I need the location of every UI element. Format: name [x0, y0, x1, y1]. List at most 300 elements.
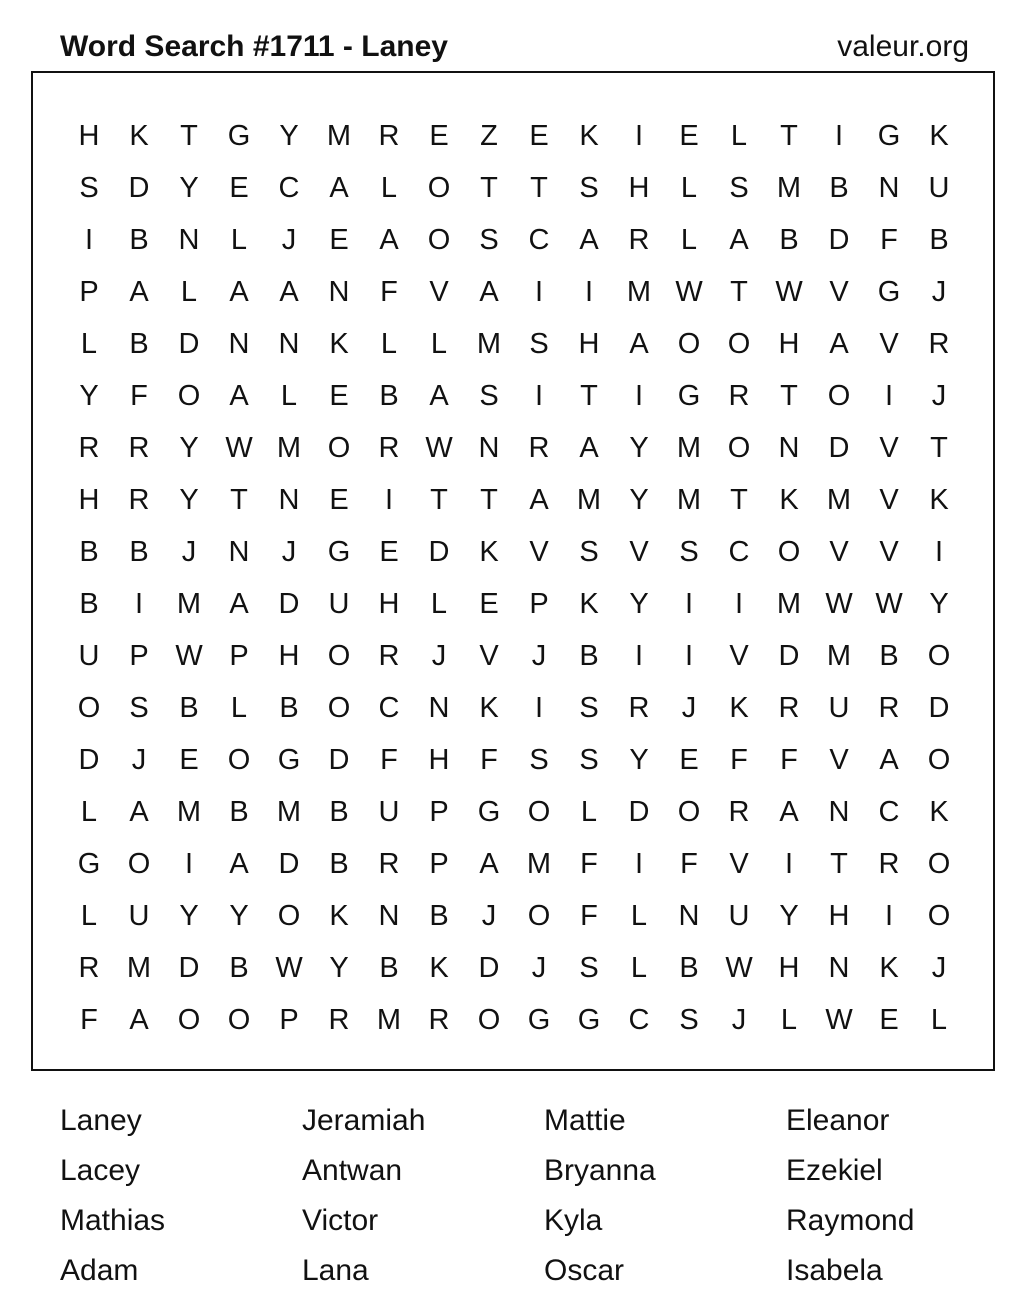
grid-cell[interactable]: P — [429, 847, 449, 880]
grid-cell[interactable]: B — [879, 639, 899, 672]
grid-cell[interactable]: U — [328, 587, 350, 620]
grid-cell[interactable]: E — [429, 119, 449, 152]
grid-cell[interactable]: A — [329, 171, 349, 204]
grid-cell[interactable]: R — [378, 431, 400, 464]
grid-cell[interactable]: A — [129, 795, 149, 828]
grid-cell[interactable]: K — [929, 119, 949, 152]
grid-cell[interactable]: N — [828, 951, 850, 984]
grid-cell[interactable]: Y — [929, 587, 949, 620]
grid-cell[interactable]: W — [825, 1003, 853, 1036]
grid-cell[interactable]: Y — [279, 119, 299, 152]
grid-cell[interactable]: M — [576, 483, 602, 516]
grid-cell[interactable]: L — [780, 1003, 798, 1036]
grid-cell[interactable]: O — [727, 431, 751, 464]
grid-cell[interactable]: P — [79, 275, 99, 308]
grid-cell[interactable]: R — [128, 483, 150, 516]
grid-cell[interactable]: C — [378, 691, 400, 724]
grid-cell[interactable]: I — [684, 587, 694, 620]
grid-cell[interactable]: R — [328, 1003, 350, 1036]
grid-cell[interactable]: L — [630, 951, 648, 984]
grid-cell[interactable]: B — [379, 951, 399, 984]
grid-cell[interactable]: N — [228, 327, 250, 360]
grid-cell[interactable]: R — [878, 847, 900, 880]
grid-cell[interactable]: M — [126, 951, 152, 984]
grid-cell[interactable]: O — [527, 795, 551, 828]
grid-cell[interactable]: A — [479, 275, 499, 308]
grid-cell[interactable]: C — [728, 535, 750, 568]
grid-cell[interactable]: R — [128, 431, 150, 464]
grid-cell[interactable]: N — [828, 795, 850, 828]
grid-cell[interactable]: I — [534, 379, 544, 412]
grid-cell[interactable]: M — [826, 639, 852, 672]
grid-cell[interactable]: M — [676, 431, 702, 464]
grid-cell[interactable]: O — [327, 431, 351, 464]
grid-cell[interactable]: T — [480, 483, 498, 516]
grid-cell[interactable]: B — [829, 171, 849, 204]
grid-cell[interactable]: D — [278, 847, 300, 880]
grid-cell[interactable]: J — [481, 899, 497, 932]
grid-cell[interactable]: W — [825, 587, 853, 620]
grid-cell[interactable]: I — [634, 119, 644, 152]
grid-cell[interactable]: Y — [329, 951, 349, 984]
grid-cell[interactable]: U — [128, 899, 150, 932]
grid-cell[interactable]: A — [629, 327, 649, 360]
grid-cell[interactable]: K — [779, 483, 799, 516]
grid-cell[interactable]: C — [878, 795, 900, 828]
grid-cell[interactable]: I — [684, 639, 694, 672]
grid-cell[interactable]: W — [675, 275, 703, 308]
grid-cell[interactable]: D — [78, 743, 100, 776]
grid-cell[interactable]: L — [730, 119, 748, 152]
grid-cell[interactable]: R — [878, 691, 900, 724]
grid-cell[interactable]: A — [229, 847, 249, 880]
grid-cell[interactable]: T — [930, 431, 948, 464]
grid-cell[interactable]: E — [679, 119, 699, 152]
grid-cell[interactable]: N — [278, 327, 300, 360]
grid-cell[interactable]: T — [430, 483, 448, 516]
grid-cell[interactable]: J — [681, 691, 697, 724]
grid-cell[interactable]: M — [526, 847, 552, 880]
grid-cell[interactable]: G — [227, 119, 251, 152]
grid-cell[interactable]: E — [329, 483, 349, 516]
grid-cell[interactable]: A — [529, 483, 549, 516]
grid-cell[interactable]: N — [778, 431, 800, 464]
grid-cell[interactable]: O — [677, 795, 701, 828]
grid-cell[interactable]: J — [431, 639, 447, 672]
grid-cell[interactable]: E — [529, 119, 549, 152]
grid-cell[interactable]: B — [929, 223, 949, 256]
grid-cell[interactable]: V — [829, 535, 849, 568]
grid-cell[interactable]: N — [228, 535, 250, 568]
grid-cell[interactable]: D — [178, 327, 200, 360]
grid-cell[interactable]: L — [280, 379, 298, 412]
grid-cell[interactable]: P — [529, 587, 549, 620]
grid-cell[interactable]: A — [129, 275, 149, 308]
grid-cell[interactable]: S — [79, 171, 99, 204]
grid-cell[interactable]: M — [476, 327, 502, 360]
grid-cell[interactable]: O — [527, 899, 551, 932]
grid-cell[interactable]: O — [727, 327, 751, 360]
grid-cell[interactable]: H — [778, 951, 800, 984]
grid-cell[interactable]: M — [776, 587, 802, 620]
grid-cell[interactable]: H — [778, 327, 800, 360]
grid-cell[interactable]: J — [531, 951, 547, 984]
grid-cell[interactable]: A — [129, 1003, 149, 1036]
grid-cell[interactable]: V — [879, 535, 899, 568]
grid-cell[interactable]: I — [934, 535, 944, 568]
grid-cell[interactable]: H — [378, 587, 400, 620]
grid-cell[interactable]: R — [728, 795, 750, 828]
grid-cell[interactable]: U — [78, 639, 100, 672]
grid-cell[interactable]: O — [927, 743, 951, 776]
grid-cell[interactable]: D — [278, 587, 300, 620]
grid-cell[interactable]: A — [729, 223, 749, 256]
grid-cell[interactable]: F — [80, 1003, 98, 1036]
grid-cell[interactable]: J — [281, 223, 297, 256]
grid-cell[interactable]: G — [677, 379, 701, 412]
grid-cell[interactable]: I — [734, 587, 744, 620]
grid-cell[interactable]: L — [430, 587, 448, 620]
grid-cell[interactable]: B — [679, 951, 699, 984]
grid-cell[interactable]: I — [384, 483, 394, 516]
grid-cell[interactable]: O — [927, 847, 951, 880]
grid-cell[interactable]: M — [626, 275, 652, 308]
grid-cell[interactable]: I — [584, 275, 594, 308]
grid-cell[interactable]: M — [376, 1003, 402, 1036]
grid-cell[interactable]: O — [427, 223, 451, 256]
grid-cell[interactable]: G — [477, 795, 501, 828]
grid-cell[interactable]: O — [927, 899, 951, 932]
grid-cell[interactable]: E — [879, 1003, 899, 1036]
grid-cell[interactable]: G — [327, 535, 351, 568]
grid-cell[interactable]: K — [479, 691, 499, 724]
grid-cell[interactable]: O — [427, 171, 451, 204]
grid-cell[interactable]: I — [534, 275, 544, 308]
grid-cell[interactable]: R — [78, 951, 100, 984]
grid-cell[interactable]: V — [829, 743, 849, 776]
grid-cell[interactable]: E — [479, 587, 499, 620]
grid-cell[interactable]: A — [229, 275, 249, 308]
grid-cell[interactable]: K — [329, 899, 349, 932]
grid-cell[interactable]: G — [877, 275, 901, 308]
grid-cell[interactable]: Y — [629, 743, 649, 776]
grid-cell[interactable]: L — [230, 691, 248, 724]
grid-cell[interactable]: I — [184, 847, 194, 880]
grid-cell[interactable]: Y — [779, 899, 799, 932]
grid-cell[interactable]: A — [779, 795, 799, 828]
grid-cell[interactable]: T — [580, 379, 598, 412]
grid-cell[interactable]: A — [579, 223, 599, 256]
grid-cell[interactable]: T — [830, 847, 848, 880]
grid-cell[interactable]: M — [826, 483, 852, 516]
grid-cell[interactable]: N — [278, 483, 300, 516]
grid-cell[interactable]: O — [227, 743, 251, 776]
grid-cell[interactable]: U — [828, 691, 850, 724]
grid-cell[interactable]: L — [180, 275, 198, 308]
grid-cell[interactable]: R — [78, 431, 100, 464]
grid-cell[interactable]: V — [529, 535, 549, 568]
grid-cell[interactable]: A — [829, 327, 849, 360]
grid-cell[interactable]: D — [778, 639, 800, 672]
grid-cell[interactable]: R — [378, 639, 400, 672]
grid-cell[interactable]: N — [378, 899, 400, 932]
grid-cell[interactable]: J — [931, 379, 947, 412]
grid-cell[interactable]: E — [679, 743, 699, 776]
grid-cell[interactable]: S — [579, 171, 599, 204]
grid-cell[interactable]: R — [628, 691, 650, 724]
grid-cell[interactable]: S — [529, 743, 549, 776]
grid-cell[interactable]: L — [680, 171, 698, 204]
grid-cell[interactable]: Y — [79, 379, 99, 412]
grid-cell[interactable]: V — [479, 639, 499, 672]
grid-cell[interactable]: D — [128, 171, 150, 204]
grid-cell[interactable]: K — [929, 795, 949, 828]
grid-cell[interactable]: E — [179, 743, 199, 776]
grid-cell[interactable]: R — [728, 379, 750, 412]
grid-cell[interactable]: N — [678, 899, 700, 932]
grid-cell[interactable]: S — [579, 535, 599, 568]
grid-cell[interactable]: E — [329, 223, 349, 256]
grid-cell[interactable]: S — [579, 951, 599, 984]
grid-cell[interactable]: B — [279, 691, 299, 724]
grid-cell[interactable]: B — [79, 535, 99, 568]
grid-cell[interactable]: R — [428, 1003, 450, 1036]
grid-cell[interactable]: F — [580, 899, 598, 932]
grid-cell[interactable]: O — [777, 535, 801, 568]
grid-cell[interactable]: H — [78, 119, 100, 152]
grid-cell[interactable]: O — [177, 379, 201, 412]
grid-cell[interactable]: M — [276, 795, 302, 828]
grid-cell[interactable]: N — [878, 171, 900, 204]
grid-cell[interactable]: I — [784, 847, 794, 880]
grid-cell[interactable]: B — [379, 379, 399, 412]
grid-cell[interactable]: N — [178, 223, 200, 256]
grid-cell[interactable]: A — [229, 379, 249, 412]
grid-cell[interactable]: O — [277, 899, 301, 932]
grid-cell[interactable]: K — [579, 119, 599, 152]
grid-cell[interactable]: K — [479, 535, 499, 568]
grid-cell[interactable]: S — [729, 171, 749, 204]
grid-cell[interactable]: C — [528, 223, 550, 256]
grid-cell[interactable]: W — [725, 951, 753, 984]
grid-cell[interactable]: K — [729, 691, 749, 724]
grid-cell[interactable]: D — [428, 535, 450, 568]
grid-cell[interactable]: B — [779, 223, 799, 256]
grid-cell[interactable]: S — [479, 223, 499, 256]
grid-cell[interactable]: N — [328, 275, 350, 308]
grid-cell[interactable]: M — [326, 119, 352, 152]
grid-cell[interactable]: L — [430, 327, 448, 360]
grid-cell[interactable]: V — [879, 431, 899, 464]
grid-cell[interactable]: B — [129, 535, 149, 568]
grid-cell[interactable]: M — [176, 795, 202, 828]
grid-cell[interactable]: N — [478, 431, 500, 464]
grid-cell[interactable]: J — [131, 743, 147, 776]
grid-cell[interactable]: I — [634, 379, 644, 412]
grid-cell[interactable]: Y — [179, 899, 199, 932]
grid-cell[interactable]: U — [728, 899, 750, 932]
grid-cell[interactable]: B — [329, 847, 349, 880]
grid-cell[interactable]: I — [134, 587, 144, 620]
grid-cell[interactable]: J — [531, 639, 547, 672]
grid-cell[interactable]: B — [429, 899, 449, 932]
grid-cell[interactable]: H — [628, 171, 650, 204]
grid-cell[interactable]: F — [380, 275, 398, 308]
grid-cell[interactable]: A — [879, 743, 899, 776]
grid-cell[interactable]: B — [329, 795, 349, 828]
grid-cell[interactable]: H — [78, 483, 100, 516]
grid-cell[interactable]: R — [528, 431, 550, 464]
grid-cell[interactable]: U — [378, 795, 400, 828]
grid-cell[interactable]: F — [130, 379, 148, 412]
grid-cell[interactable]: B — [179, 691, 199, 724]
grid-cell[interactable]: D — [928, 691, 950, 724]
grid-cell[interactable]: V — [879, 483, 899, 516]
grid-cell[interactable]: O — [327, 691, 351, 724]
grid-cell[interactable]: S — [579, 691, 599, 724]
grid-cell[interactable]: J — [281, 535, 297, 568]
grid-cell[interactable]: O — [827, 379, 851, 412]
grid-cell[interactable]: W — [875, 587, 903, 620]
grid-cell[interactable]: K — [429, 951, 449, 984]
grid-cell[interactable]: O — [327, 639, 351, 672]
grid-cell[interactable]: T — [230, 483, 248, 516]
grid-cell[interactable]: T — [480, 171, 498, 204]
grid-cell[interactable]: Y — [179, 431, 199, 464]
grid-cell[interactable]: U — [928, 171, 950, 204]
grid-cell[interactable]: D — [178, 951, 200, 984]
grid-cell[interactable]: D — [828, 223, 850, 256]
grid-cell[interactable]: Z — [480, 119, 498, 152]
grid-cell[interactable]: F — [480, 743, 498, 776]
grid-cell[interactable]: E — [379, 535, 399, 568]
grid-cell[interactable]: M — [776, 171, 802, 204]
grid-cell[interactable]: G — [277, 743, 301, 776]
grid-cell[interactable]: V — [879, 327, 899, 360]
grid-cell[interactable]: I — [84, 223, 94, 256]
grid-cell[interactable]: I — [834, 119, 844, 152]
grid-cell[interactable]: C — [278, 171, 300, 204]
grid-cell[interactable]: P — [129, 639, 149, 672]
grid-cell[interactable]: T — [780, 379, 798, 412]
grid-cell[interactable]: I — [884, 899, 894, 932]
grid-cell[interactable]: A — [429, 379, 449, 412]
grid-cell[interactable]: V — [729, 639, 749, 672]
grid-cell[interactable]: F — [380, 743, 398, 776]
grid-cell[interactable]: Y — [179, 171, 199, 204]
grid-cell[interactable]: O — [677, 327, 701, 360]
grid-cell[interactable]: O — [127, 847, 151, 880]
grid-cell[interactable]: L — [680, 223, 698, 256]
grid-cell[interactable]: K — [129, 119, 149, 152]
grid-cell[interactable]: S — [679, 1003, 699, 1036]
grid-cell[interactable]: F — [880, 223, 898, 256]
grid-cell[interactable]: H — [428, 743, 450, 776]
grid-cell[interactable]: C — [628, 1003, 650, 1036]
grid-cell[interactable]: D — [828, 431, 850, 464]
grid-cell[interactable]: L — [630, 899, 648, 932]
grid-cell[interactable]: B — [129, 223, 149, 256]
grid-cell[interactable]: L — [380, 327, 398, 360]
grid-cell[interactable]: O — [77, 691, 101, 724]
grid-cell[interactable]: M — [676, 483, 702, 516]
grid-cell[interactable]: P — [279, 1003, 299, 1036]
grid-cell[interactable]: M — [176, 587, 202, 620]
grid-cell[interactable]: L — [930, 1003, 948, 1036]
grid-cell[interactable]: E — [329, 379, 349, 412]
grid-cell[interactable]: J — [931, 275, 947, 308]
grid-cell[interactable]: I — [634, 847, 644, 880]
grid-cell[interactable]: B — [129, 327, 149, 360]
grid-cell[interactable]: J — [181, 535, 197, 568]
grid-cell[interactable]: S — [679, 535, 699, 568]
grid-cell[interactable]: O — [477, 1003, 501, 1036]
grid-cell[interactable]: K — [879, 951, 899, 984]
grid-cell[interactable]: K — [579, 587, 599, 620]
grid-cell[interactable]: Y — [629, 483, 649, 516]
grid-cell[interactable]: R — [928, 327, 950, 360]
grid-cell[interactable]: V — [729, 847, 749, 880]
grid-cell[interactable]: Y — [629, 431, 649, 464]
grid-cell[interactable]: B — [229, 951, 249, 984]
grid-cell[interactable]: A — [279, 275, 299, 308]
grid-cell[interactable]: F — [680, 847, 698, 880]
grid-cell[interactable]: L — [80, 899, 98, 932]
grid-cell[interactable]: V — [629, 535, 649, 568]
grid-cell[interactable]: T — [780, 119, 798, 152]
grid-cell[interactable]: G — [877, 119, 901, 152]
grid-cell[interactable]: S — [129, 691, 149, 724]
grid-cell[interactable]: V — [429, 275, 449, 308]
grid-cell[interactable]: F — [730, 743, 748, 776]
grid-cell[interactable]: A — [479, 847, 499, 880]
grid-cell[interactable]: S — [579, 743, 599, 776]
grid-cell[interactable]: H — [828, 899, 850, 932]
grid-cell[interactable]: I — [884, 379, 894, 412]
grid-cell[interactable]: W — [425, 431, 453, 464]
grid-cell[interactable]: R — [378, 847, 400, 880]
grid-cell[interactable]: F — [780, 743, 798, 776]
grid-cell[interactable]: H — [278, 639, 300, 672]
grid-cell[interactable]: A — [579, 431, 599, 464]
grid-cell[interactable]: Y — [179, 483, 199, 516]
grid-cell[interactable]: Y — [229, 899, 249, 932]
grid-cell[interactable]: S — [529, 327, 549, 360]
grid-cell[interactable]: T — [180, 119, 198, 152]
grid-cell[interactable]: L — [380, 171, 398, 204]
grid-cell[interactable]: N — [428, 691, 450, 724]
grid-cell[interactable]: L — [580, 795, 598, 828]
grid-cell[interactable]: W — [775, 275, 803, 308]
grid-cell[interactable]: F — [580, 847, 598, 880]
grid-cell[interactable]: T — [730, 275, 748, 308]
grid-cell[interactable]: L — [80, 795, 98, 828]
grid-cell[interactable]: M — [276, 431, 302, 464]
grid-cell[interactable]: W — [225, 431, 253, 464]
grid-cell[interactable]: Y — [629, 587, 649, 620]
grid-cell[interactable]: T — [730, 483, 748, 516]
grid-cell[interactable]: W — [275, 951, 303, 984]
grid-cell[interactable]: J — [931, 951, 947, 984]
grid-cell[interactable]: K — [929, 483, 949, 516]
grid-cell[interactable]: G — [77, 847, 101, 880]
grid-cell[interactable]: P — [229, 639, 249, 672]
grid-cell[interactable]: O — [177, 1003, 201, 1036]
grid-cell[interactable]: G — [527, 1003, 551, 1036]
grid-cell[interactable]: E — [229, 171, 249, 204]
grid-cell[interactable]: L — [80, 327, 98, 360]
grid-cell[interactable]: A — [379, 223, 399, 256]
